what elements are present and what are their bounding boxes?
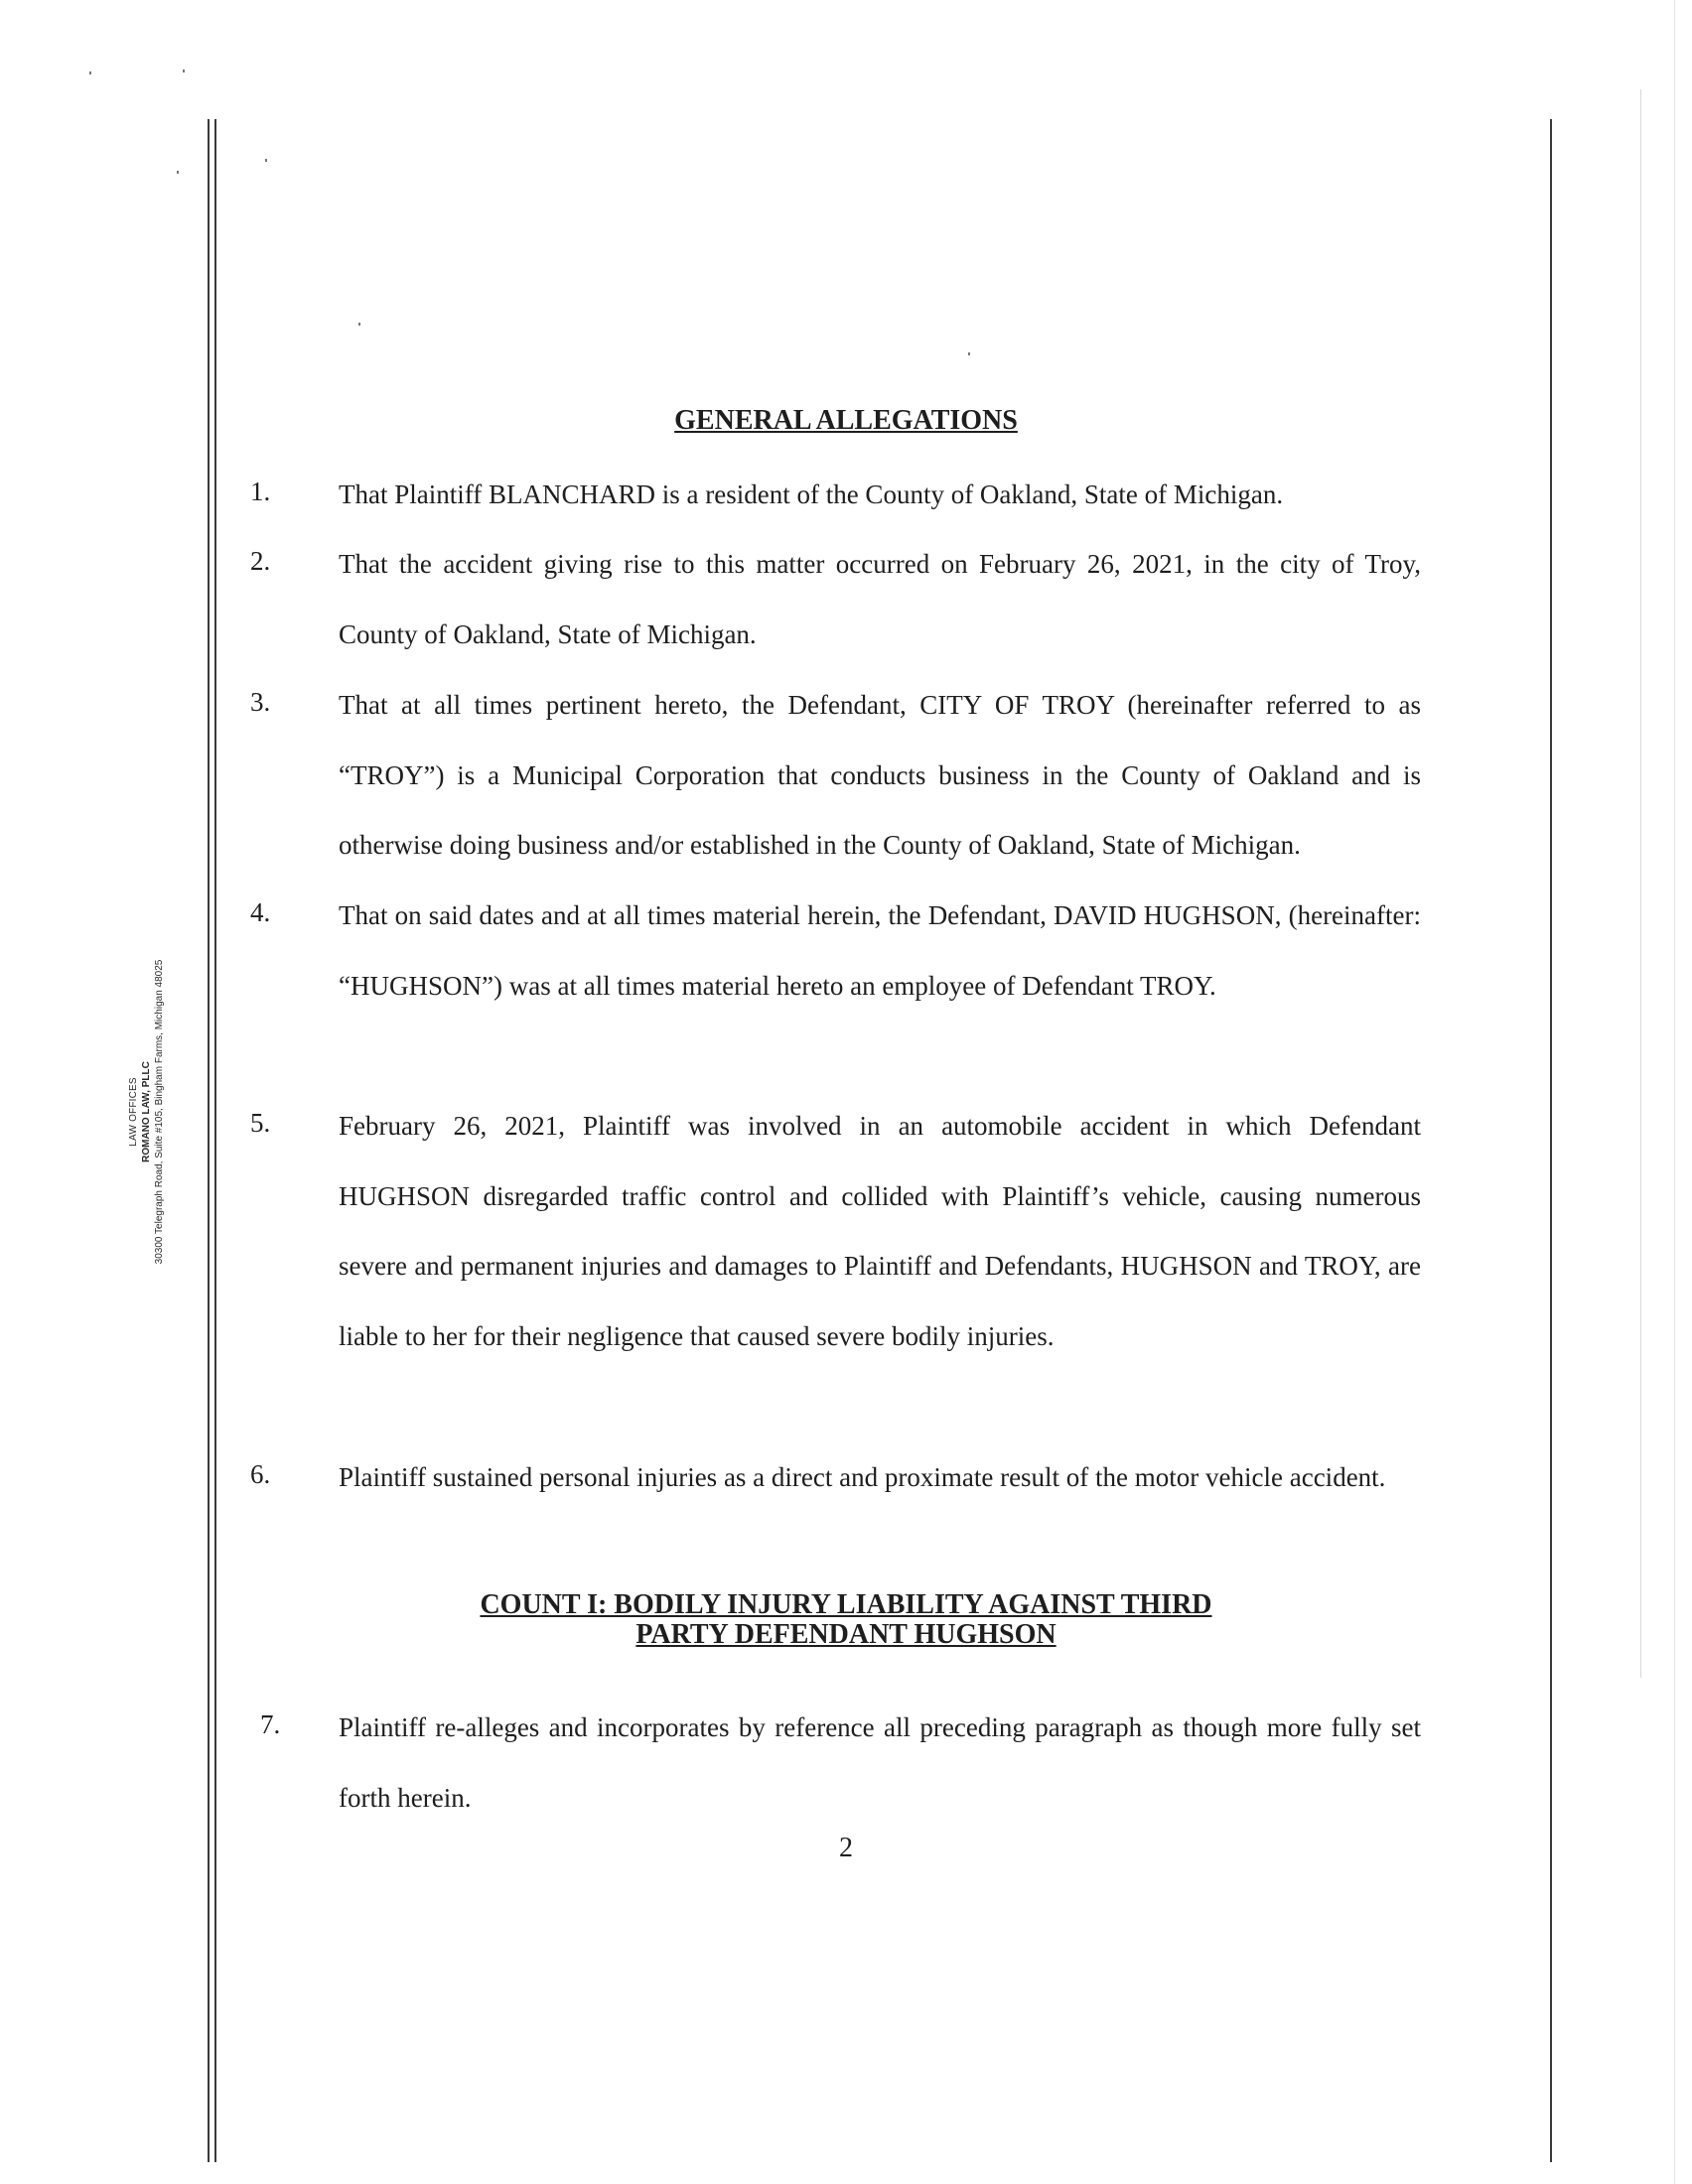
paragraph-text: That at all times pertinent hereto, the Defendant, CITY OF TROY (hereinafter referred to as “TROY”) is a Municipal Corporation that conducts business in the County of Oakland and is otherwise doing business and/or established in the County of Oakland, State of Michigan. (339, 690, 1421, 860)
count-one-heading-line1: COUNT I: BODILY INJURY LIABILITY AGAINST THIRD (480, 1589, 1212, 1620)
paragraph-text: Plaintiff re-alleges and incorporates by reference all preceding paragraph as though more fully set forth herein. (339, 1712, 1421, 1813)
paragraph-number: 6. (250, 1459, 271, 1489)
paragraph-number: 3. (250, 687, 271, 717)
page-number: 2 (839, 1833, 853, 1863)
paragraph-text: Plaintiff sustained personal injuries as a direct and proximate result of the motor vehicle accident. (339, 1462, 1386, 1492)
scan-speck (89, 71, 91, 74)
count-one-heading (0, 1590, 1692, 1650)
paragraph-number: 4. (250, 897, 271, 927)
law-offices-label: LAW OFFICES (128, 1077, 139, 1147)
paragraph-number: 2. (250, 546, 271, 576)
scan-speck (183, 69, 185, 72)
paragraph-text: That on said dates and at all times material herein, the Defendant, DAVID HUGHSON, (hereinafter: “HUGHSON”) was at all times material hereto an employee of Defendant TROY. (339, 900, 1421, 1001)
count-one-heading-line2: PARTY DEFENDANT HUGHSON (635, 1619, 1057, 1650)
paragraph-number: 5. (250, 1108, 271, 1138)
paragraph-text: That Plaintiff BLANCHARD is a resident of the County of Oakland, State of Michigan. (339, 479, 1284, 509)
scan-edge-line (1640, 89, 1641, 1678)
firm-name: ROMANO LAW, PLLC (141, 1061, 152, 1162)
scan-speck (358, 323, 360, 326)
general-allegations-heading: GENERAL ALLEGATIONS (674, 405, 1018, 436)
scan-speck (265, 159, 267, 162)
scan-speck (968, 352, 970, 355)
paragraph-number: 7. (260, 1709, 281, 1739)
scan-speck (177, 171, 179, 174)
paragraph-number: 1. (250, 477, 271, 506)
firm-address: 30300 Telegraph Road, Suite #105, Bingham Farms, Michigan 48025 (154, 959, 165, 1265)
paragraph-text: February 26, 2021, Plaintiff was involved in an automobile accident in which Defendant HUGHSON disregarded traffic control and collided with Plaintiff’s vehicle, causing numerous severe and permanent injuries and damages to Plaintiff and Defendants, HUGHSON and TROY, are liable to her for their negligence that caused severe bodily injuries. (339, 1111, 1421, 1351)
paragraph-text: That the accident giving rise to this matter occurred on February 26, 2021, in the city of Troy, County of Oakland, State of Michigan. (339, 549, 1421, 649)
law-firm-margin-text (127, 933, 166, 1291)
